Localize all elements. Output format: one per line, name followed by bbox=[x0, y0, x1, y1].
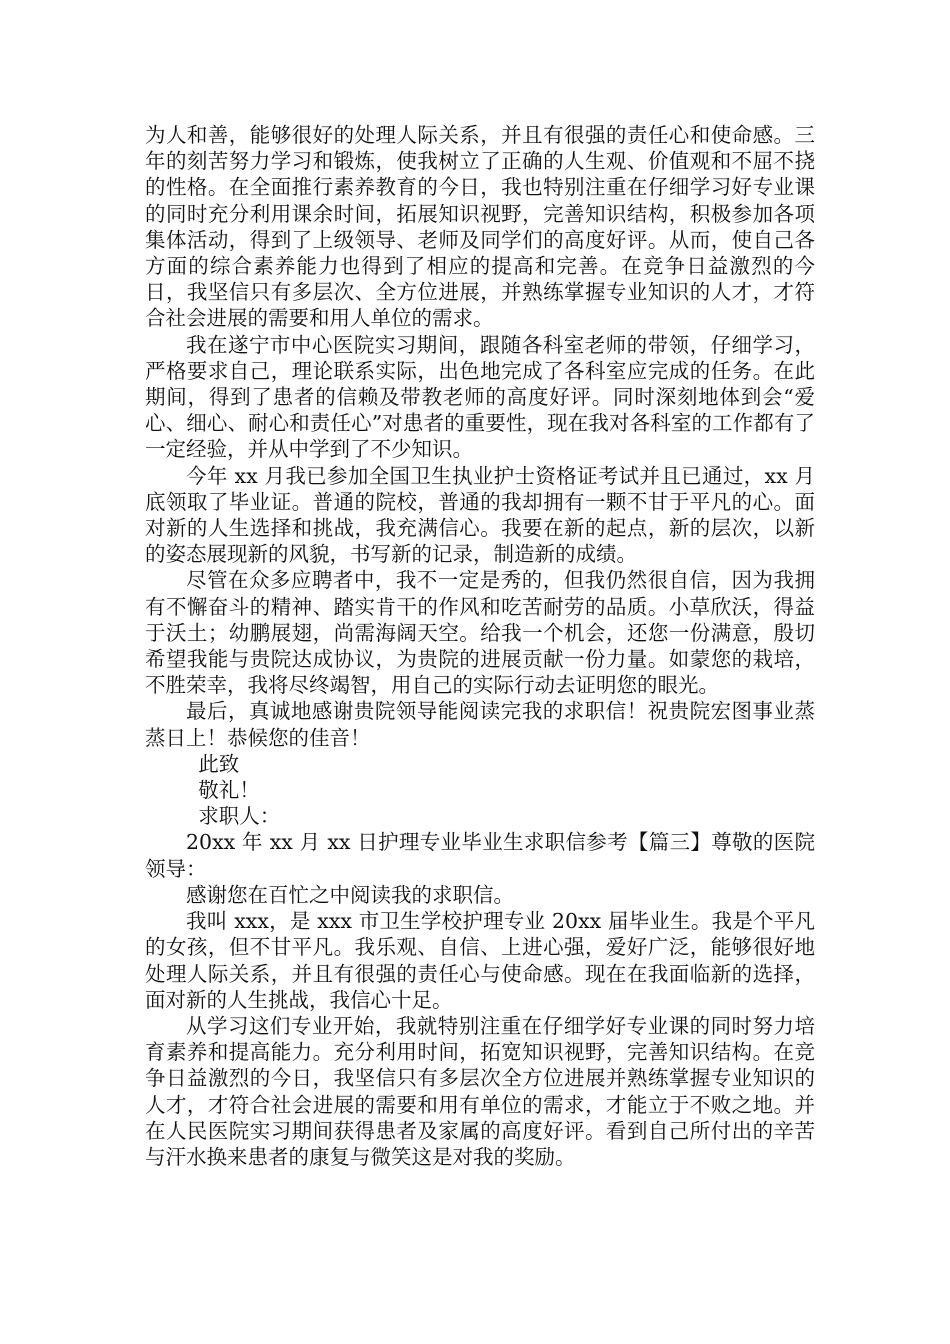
paragraph-study: 从学习这们专业开始，我就特别注重在仔细学好专业课的同时努力培育素养和提高能力。充分利用时间，拓宽知识视野，完善知识结构。在竞争日益激烈的今日，我坚信只有多层次全方位进展并熟练掌握专业知识的人才，才符合社会进展的需要和用有单位的需求，才能立于不败之地。并在人民医院实习期间获得患者及家属的高度好评。看到自己所付出的辛苦与汗水换来患者的康复与微笑这是对我的奖励。 bbox=[145, 1013, 815, 1169]
signature-applicant: 求职人： bbox=[198, 804, 281, 829]
paragraph-greeting-thanks: 感谢您在百忙之中阅读我的求职信。 bbox=[186, 882, 514, 907]
paragraph-internship: 我在遂宁市中心医院实习期间，跟随各科室老师的带领，仔细学习，严格要求自己，理论联系实际，出色地完成了各科室应完成的任务。在此期间，得到了患者的信赖及带教老师的高度好评。同时深刻地体到会“爱心、细心、耐心和责任心”对患者的重要性，现在我对各科室的工作都有了一定经验，并从中学到了不少知识。 bbox=[145, 332, 815, 462]
paragraph-continuation: 为人和善，能够很好的处理人际关系，并且有很强的责任心和使命感。三年的刻苦努力学习和锻炼，使我树立了正确的人生观、价值观和不屈不挠的性格。在全面推行素养教育的今日，我也特别注重在仔细学习好专业课的同时充分利用课余时间，拓展知识视野，完善知识结构，积极参加各项集体活动，得到了上级领导、老师及同学们的高度好评。从而，使自己各方面的综合素养能力也得到了相应的提高和完善。在竞争日益激烈的今日，我坚信只有多层次、全方位进展，并熟练掌握专业知识的人才，才符合社会进展的需要和用人单位的需求。 bbox=[145, 123, 815, 331]
paragraph-confidence: 尽管在众多应聘者中，我不一定是秀的，但我仍然很自信，因为我拥有不懈奋斗的精神、踏实肯干的作风和吃苦耐劳的品质。小草欣沃，得益于沃土；幼鹏展翅，尚需海阔天空。给我一个机会，还您一份满意，殷切希望我能与贵院达成协议，为贵院的进展贡献一份力量。如蒙您的栽培，不胜荣幸，我将尽终竭智，用自己的实际行动去证明您的眼光。 bbox=[145, 568, 815, 698]
paragraph-date-and-heading: 20xx 年 xx 月 xx 日护理专业毕业生求职信参考【篇三】尊敬的医院领导： bbox=[145, 830, 815, 881]
closing-jingli: 敬礼！ bbox=[198, 778, 260, 803]
paragraph-certificate: 今年 xx 月我已参加全国卫生执业护士资格证考试并且已通过，xx 月底领取了毕业证。普通的院校，普通的我却拥有一颗不甘于平凡的心。面对新的人生选择和挑战，我充满信心。我要在新的起点，新的层次，以新的姿态展现新的风貌，书写新的记录，制造新的成绩。 bbox=[145, 463, 815, 567]
paragraph-thanks: 最后，真诚地感谢贵院领导能阅读完我的求职信！祝贵院宏图事业蒸蒸日上！恭候您的佳音！ bbox=[145, 699, 815, 750]
letter-body bbox=[145, 122, 815, 1170]
paragraph-self-intro: 我叫 xxx，是 xxx 市卫生学校护理专业 20xx 届毕业生。我是个平凡的女孩，但不甘平凡。我乐观、自信、上进心强，爱好广泛，能够很好地处理人际关系，并且有很强的责任心与使命感。现在在我面临新的选择，面对新的人生挑战，我信心十足。 bbox=[145, 909, 815, 1012]
closing-cizhi: 此致 bbox=[198, 751, 240, 776]
